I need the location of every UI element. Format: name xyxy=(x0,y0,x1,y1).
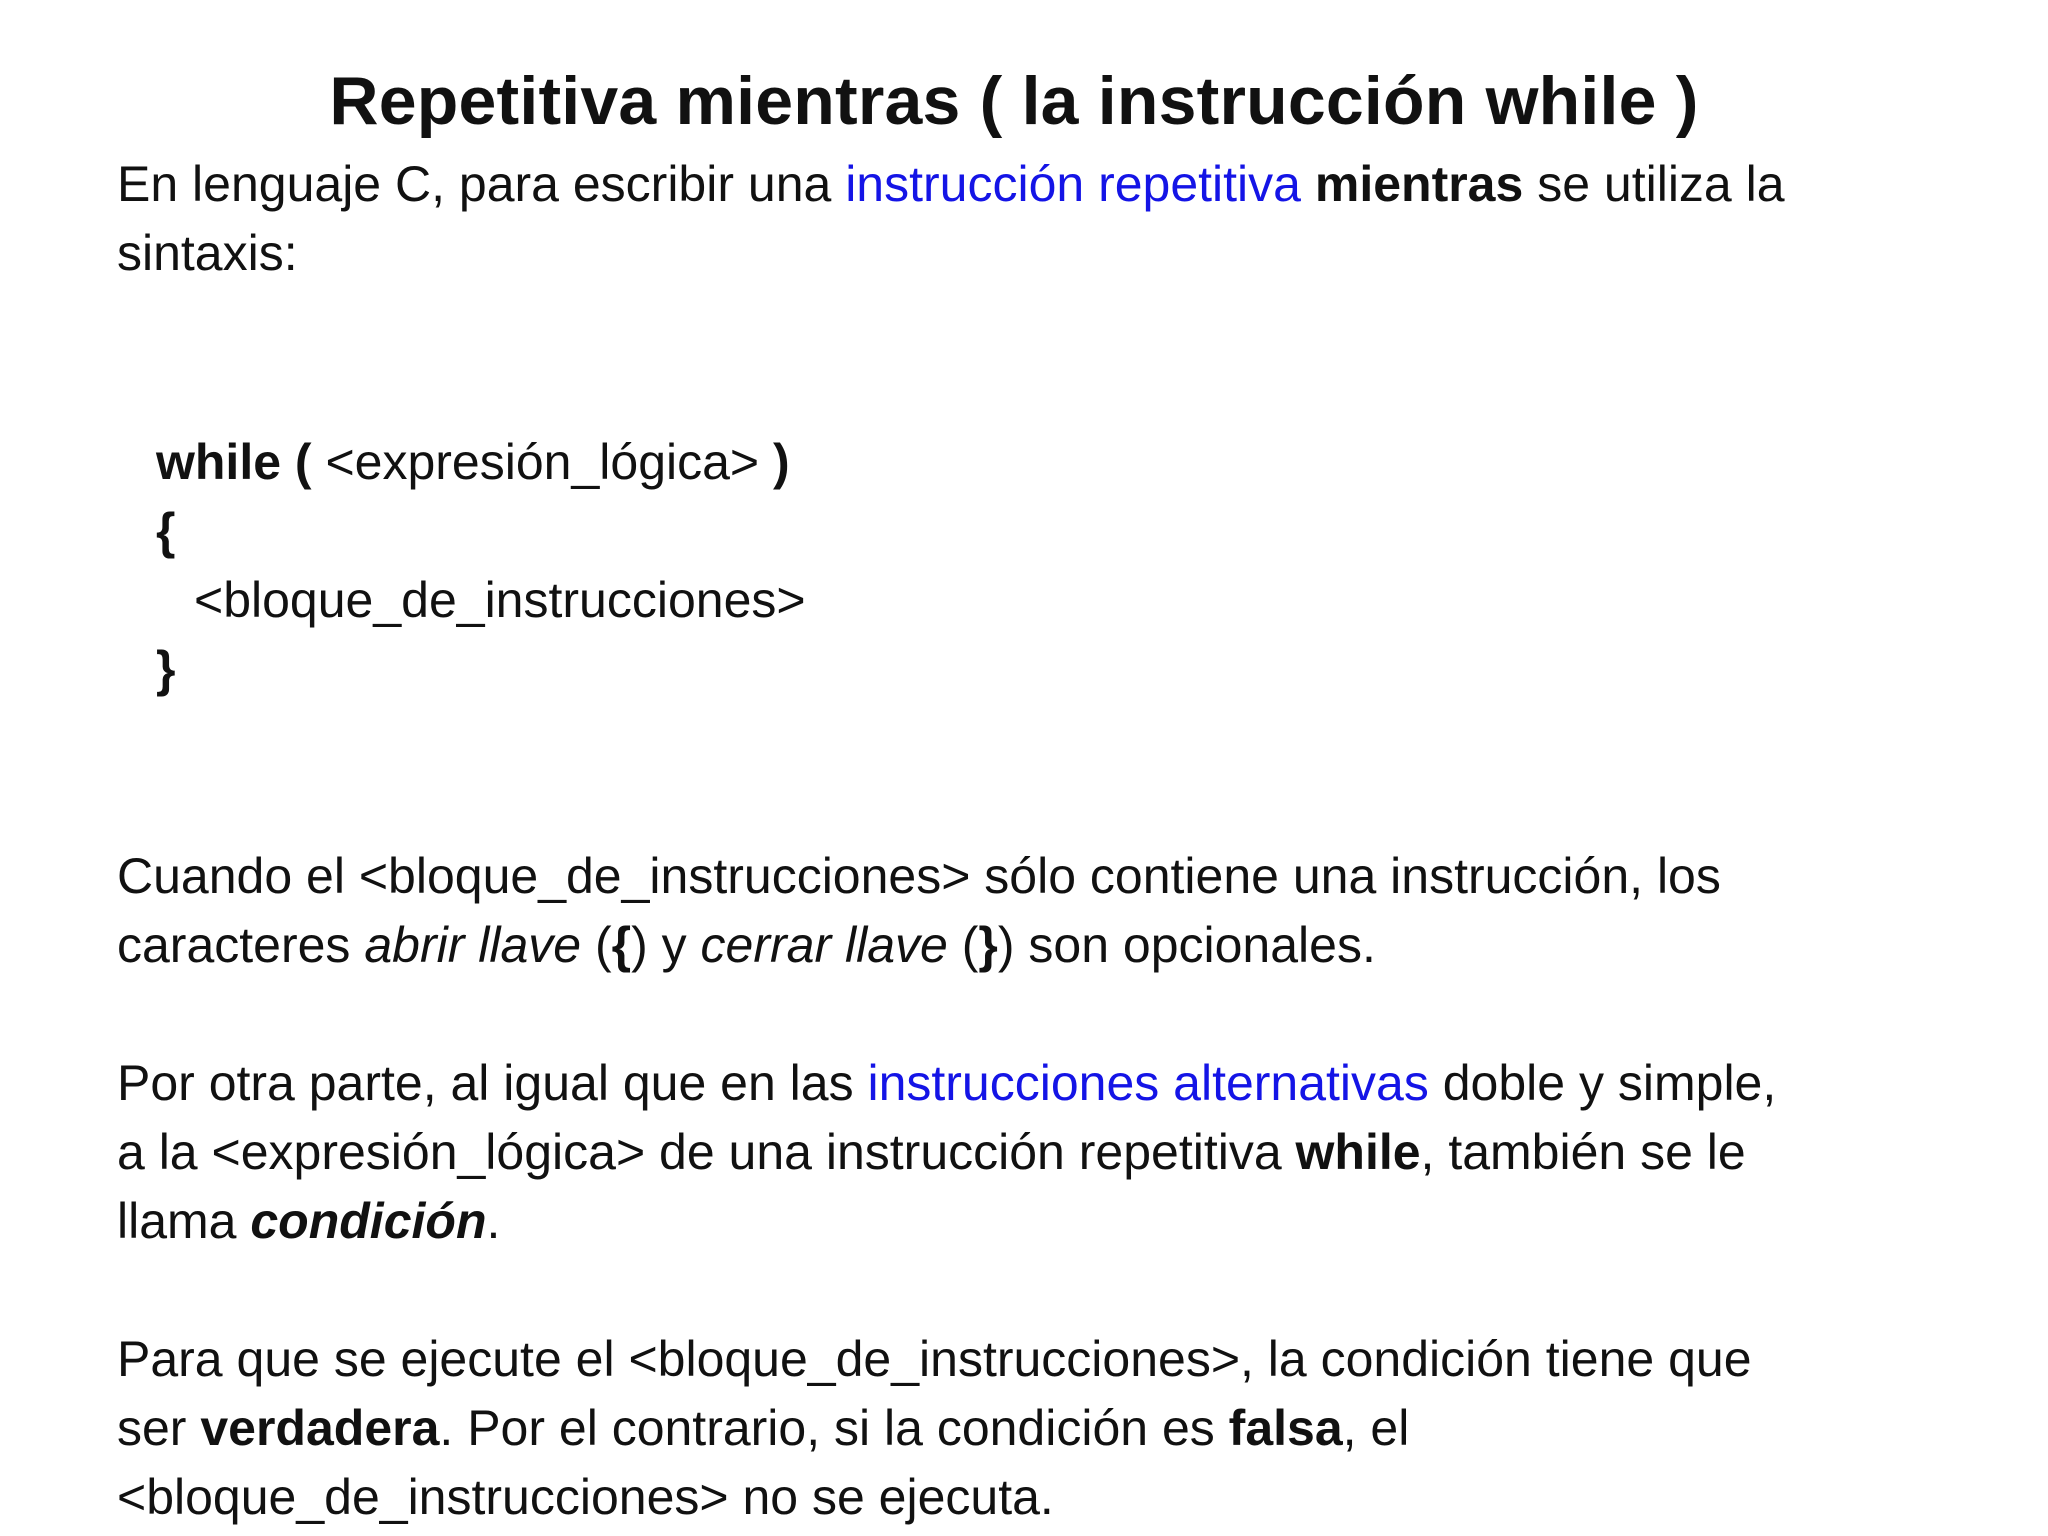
close-brace: } xyxy=(156,641,176,697)
condicion-term: condición xyxy=(250,1193,487,1249)
execution-paragraph xyxy=(117,1325,1917,1532)
condition-text: Por otra parte, al igual que en las xyxy=(117,1055,868,1111)
intro-line-2: sintaxis: xyxy=(117,225,298,281)
execution-text: , el xyxy=(1342,1400,1410,1456)
execution-line-3: <bloque_de_instrucciones> no se ejecuta. xyxy=(117,1469,1054,1525)
condition-line-3 xyxy=(117,1187,1917,1256)
braces-text: caracteres xyxy=(117,917,365,973)
while-keyword: while ( xyxy=(156,434,312,490)
syntax-expression: <expresión_lógica> xyxy=(311,434,774,490)
intro-line-1 xyxy=(117,150,1917,219)
intro-text: En lenguaje C, para escribir una xyxy=(117,156,846,212)
mientras-keyword: mientras xyxy=(1314,156,1524,212)
execution-text: ser xyxy=(117,1400,201,1456)
falsa-term: falsa xyxy=(1228,1400,1343,1456)
intro-text-end: se utiliza la xyxy=(1523,156,1785,212)
syntax-body: <bloque_de_instrucciones> xyxy=(194,572,806,628)
braces-text: ) son opcionales. xyxy=(997,917,1376,973)
braces-line-1: Cuando el <bloque_de_instrucciones> sólo contiene una instrucción, los xyxy=(117,848,1721,904)
condition-line-1 xyxy=(117,1049,1917,1118)
slide-title: Repetitiva mientras ( la instrucción while ) xyxy=(329,63,1699,139)
condition-line-2 xyxy=(117,1118,1917,1187)
condition-paragraph xyxy=(117,1049,1917,1256)
abrir-llave-term: abrir llave xyxy=(364,917,582,973)
syntax-while-line xyxy=(156,428,806,497)
execution-text: . Por el contrario, si la condición es xyxy=(439,1400,1229,1456)
cerrar-llave-term: cerrar llave xyxy=(700,917,948,973)
close-brace-symbol: } xyxy=(978,917,998,973)
braces-text: ) y xyxy=(631,917,701,973)
condition-text: a la <expresión_lógica> de una instrucción repetitiva xyxy=(117,1124,1296,1180)
syntax-block xyxy=(156,428,806,704)
braces-line-2 xyxy=(117,911,1917,980)
condition-text: . xyxy=(486,1193,501,1249)
open-brace-symbol: { xyxy=(611,917,632,973)
braces-text: ( xyxy=(581,917,612,973)
execution-line-1: Para que se ejecute el <bloque_de_instrucciones>, la condición tiene que xyxy=(117,1331,1752,1387)
while-keyword-inline: while xyxy=(1295,1124,1421,1180)
braces-paragraph xyxy=(117,842,1917,980)
intro-space xyxy=(1301,156,1315,212)
instrucciones-alternativas-link[interactable]: instrucciones alternativas xyxy=(867,1055,1429,1111)
instruccion-repetitiva-link[interactable]: instrucción repetitiva xyxy=(845,156,1301,212)
condition-text: , también se le xyxy=(1420,1124,1746,1180)
condition-text: llama xyxy=(117,1193,251,1249)
braces-text: ( xyxy=(947,917,979,973)
close-paren: ) xyxy=(773,434,790,490)
verdadera-term: verdadera xyxy=(200,1400,440,1456)
execution-line-2 xyxy=(117,1394,1917,1463)
open-brace: { xyxy=(156,503,176,559)
condition-text: doble y simple, xyxy=(1428,1055,1777,1111)
intro-paragraph xyxy=(117,150,1917,288)
